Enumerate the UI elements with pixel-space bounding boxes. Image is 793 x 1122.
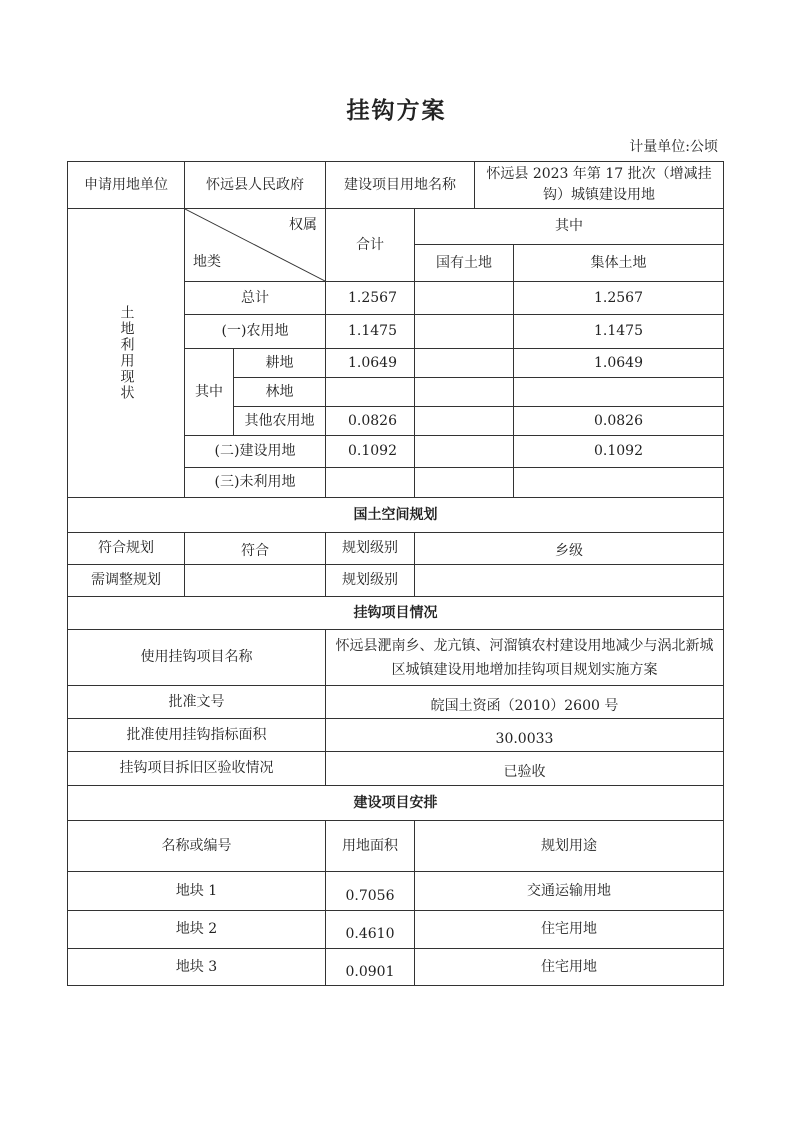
hook-section-title: 挂钩项目情况 bbox=[67, 596, 724, 630]
land-type-label: 地类 bbox=[193, 254, 221, 270]
parcel-2-use: 住宅用地 bbox=[414, 910, 724, 949]
row-cultivated-state bbox=[414, 348, 514, 378]
row-total-state bbox=[414, 281, 514, 315]
row-cultivated-collective: 1.0649 bbox=[513, 348, 724, 378]
row-unused-sum bbox=[325, 467, 415, 498]
quota-label: 批准使用挂钩指标面积 bbox=[67, 718, 326, 752]
row-other-agri-collective: 0.0826 bbox=[513, 406, 724, 436]
hook-name-label: 使用挂钩项目名称 bbox=[67, 629, 326, 686]
col-area-header: 用地面积 bbox=[325, 820, 415, 872]
applicant-label: 申请用地单位 bbox=[67, 161, 185, 209]
level-label: 规划级别 bbox=[325, 532, 415, 565]
acceptance-label: 挂钩项目拆旧区验收情况 bbox=[67, 751, 326, 786]
parcel-1-area: 0.7056 bbox=[325, 871, 415, 911]
row-construction-state bbox=[414, 435, 514, 468]
parcel-3-area: 0.0901 bbox=[325, 948, 415, 986]
total-header: 合计 bbox=[325, 208, 415, 282]
row-cultivated-sum: 1.0649 bbox=[325, 348, 415, 378]
row-agri-state bbox=[414, 314, 514, 349]
row-total-sum: 1.2567 bbox=[325, 281, 415, 315]
parcel-3-name: 地块 3 bbox=[67, 948, 326, 986]
planning-section-title: 国土空间规划 bbox=[67, 497, 724, 533]
page-title: 挂钩方案 bbox=[346, 97, 447, 124]
row-forest-collective bbox=[513, 377, 724, 407]
row-unused-state bbox=[414, 467, 514, 498]
row-forest-sum bbox=[325, 377, 415, 407]
row-forest-state bbox=[414, 377, 514, 407]
sub-group-label: 其中 bbox=[184, 348, 234, 436]
unit-label: 计量单位:公顷 bbox=[629, 139, 718, 155]
collective-land-header: 集体土地 bbox=[513, 244, 724, 282]
row-construction-collective: 0.1092 bbox=[513, 435, 724, 468]
adjust-value bbox=[184, 564, 326, 597]
approval-label: 批准文号 bbox=[67, 685, 326, 719]
hook-name-value: 怀远县淝南乡、龙亢镇、河溜镇农村建设用地减少与涡北新城区城镇建设用地增加挂钩项目规划实施方案 bbox=[325, 629, 724, 686]
applicant-value: 怀远县人民政府 bbox=[184, 161, 326, 209]
col-use-header: 规划用途 bbox=[414, 820, 724, 872]
row-agri-label: (一)农用地 bbox=[184, 314, 326, 349]
level-value: 乡级 bbox=[414, 532, 724, 565]
parcel-1-name: 地块 1 bbox=[67, 871, 326, 911]
row-other-agri-label: 其他农用地 bbox=[233, 406, 326, 436]
parcel-2-name: 地块 2 bbox=[67, 910, 326, 949]
ownership-label: 权属 bbox=[289, 217, 317, 233]
project-name-value: 怀远县 2023 年第 17 批次（增减挂钩）城镇建设用地 bbox=[474, 161, 724, 209]
parcel-2-area: 0.4610 bbox=[325, 910, 415, 949]
approval-value: 皖国土资函（2010）2600 号 bbox=[325, 685, 724, 719]
row-other-agri-state bbox=[414, 406, 514, 436]
row-construction-sum: 0.1092 bbox=[325, 435, 415, 468]
land-use-section-label bbox=[67, 208, 185, 498]
acceptance-value: 已验收 bbox=[325, 751, 724, 786]
row-agri-sum: 1.1475 bbox=[325, 314, 415, 349]
level-value-2 bbox=[414, 564, 724, 597]
diagonal-header-cell bbox=[184, 208, 326, 282]
row-total-label: 总计 bbox=[184, 281, 326, 315]
row-cultivated-label: 耕地 bbox=[233, 348, 326, 378]
row-total-collective: 1.2567 bbox=[513, 281, 724, 315]
row-agri-collective: 1.1475 bbox=[513, 314, 724, 349]
project-name-label: 建设项目用地名称 bbox=[325, 161, 475, 209]
row-construction-label: (二)建设用地 bbox=[184, 435, 326, 468]
row-unused-label: (三)未利用地 bbox=[184, 467, 326, 498]
conform-label: 符合规划 bbox=[67, 532, 185, 565]
adjust-label: 需调整规划 bbox=[67, 564, 185, 597]
quota-value: 30.0033 bbox=[325, 718, 724, 752]
land-use-section-text: 土地利用现状 bbox=[118, 305, 135, 401]
col-name-header: 名称或编号 bbox=[67, 820, 326, 872]
conform-value: 符合 bbox=[184, 532, 326, 565]
row-forest-label: 林地 bbox=[233, 377, 326, 407]
state-land-header: 国有土地 bbox=[414, 244, 514, 282]
arrangement-section-title: 建设项目安排 bbox=[67, 785, 724, 821]
row-unused-collective bbox=[513, 467, 724, 498]
parcel-1-use: 交通运输用地 bbox=[414, 871, 724, 911]
level-label-2: 规划级别 bbox=[325, 564, 415, 597]
parcel-3-use: 住宅用地 bbox=[414, 948, 724, 986]
row-other-agri-sum: 0.0826 bbox=[325, 406, 415, 436]
among-header: 其中 bbox=[414, 208, 724, 245]
